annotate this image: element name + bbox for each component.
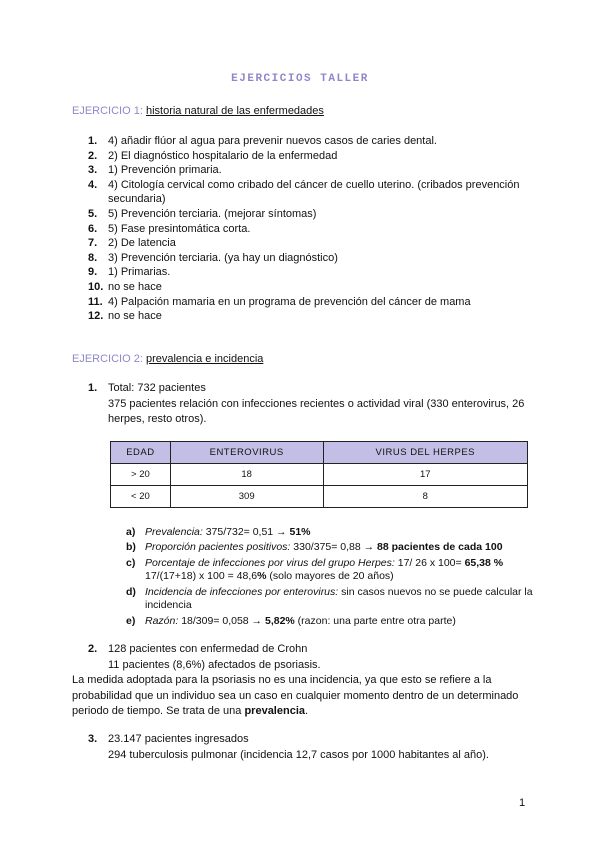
answer-letter: d) (126, 585, 136, 598)
list-item-number: 11. (88, 295, 103, 308)
answer-result: 65,38 % (464, 556, 504, 569)
list-item-text: no se hace (108, 280, 162, 293)
table-row (111, 464, 528, 486)
answer-note: (solo mayores de 20 años) (266, 570, 394, 583)
list-item-text: 4) Citología cervical como cribado del cáncer de cuello uterino. (cribados prevención secundaria) (108, 178, 520, 206)
list-item (88, 222, 528, 237)
list-item (88, 280, 528, 295)
table-header-cell: EDAD (111, 442, 171, 464)
answer-label: Razón: (145, 614, 179, 627)
list-item-number: 8. (88, 251, 98, 264)
answer-text: sin casos nuevos no se puede calcular la incidencia (145, 585, 533, 612)
answer-letter: e) (126, 614, 136, 627)
question-2-line-2: 11 pacientes (8,6%) afectados de psoriasis. (108, 658, 321, 671)
paragraph-text: La medida adoptada para la psoriasis no es una incidencia, ya que esto se refiere a la probabilidad que un individuo sea un caso en cualquier momento dentro de un determinado periodo de tiempo. Se trata de una (72, 674, 519, 717)
answer-text-line-2: 17/(17+18) x 100 = 48,6 (145, 570, 258, 583)
table-cell: < 20 (111, 486, 171, 508)
list-item-text: 2) De latencia (108, 237, 176, 250)
table-row (111, 486, 528, 508)
list-item-number: 1. (88, 135, 98, 147)
answer-letter: c) (126, 556, 136, 569)
list-item-number: 12. (88, 310, 104, 323)
answer-label: Incidencia de infecciones por enterovirus: (145, 585, 339, 598)
list-item (88, 265, 528, 280)
list-item-text: no se hace (108, 310, 162, 323)
list-item-number: 9. (88, 266, 98, 279)
page-number: 1 (519, 797, 526, 809)
table-cell: > 20 (111, 464, 171, 486)
question-2 (88, 642, 528, 673)
data-table (110, 441, 528, 508)
list-item-text: 5) Fase presintomática corta. (108, 222, 251, 235)
list-item (88, 163, 528, 178)
question-1-line-1: Total: 732 pacientes (108, 382, 206, 394)
answer-b (126, 541, 536, 555)
list-item (88, 295, 528, 310)
question-3-line-2: 294 tuberculosis pulmonar (incidencia 12,7 casos por 1000 habitantes al año). (108, 748, 489, 761)
list-item-text: 4) añadir flúor al agua para prevenir nuevos casos de caries dental. (108, 135, 437, 147)
exercise-2-heading (72, 353, 263, 365)
answer-letter: b) (126, 541, 136, 554)
list-item-number: 3. (88, 164, 98, 177)
answer-e (126, 615, 536, 629)
list-item-number: 7. (88, 237, 98, 250)
list-item-text: 3) Prevención terciaria. (ya hay un diagnóstico) (108, 251, 338, 264)
table-header-row (111, 442, 528, 464)
table-cell: 18 (170, 464, 323, 486)
answer-text: 375/732= 0,51 → (202, 526, 290, 538)
answer-label: Prevalencia: (145, 526, 203, 538)
answer-a (126, 526, 536, 540)
answer-result: 51% (289, 526, 311, 538)
question-1 (88, 381, 528, 428)
answer-text: 17/ 26 x 100= (394, 556, 465, 569)
answer-text: 330/375= 0,88 → (290, 541, 378, 554)
list-item-text: 5) Prevención terciaria. (mejorar síntomas) (108, 207, 317, 220)
exercise-1-list (88, 134, 528, 324)
answer-c (126, 557, 536, 584)
list-item-number: 2. (88, 149, 98, 162)
answer-percent: % (257, 570, 267, 583)
answer-d (126, 586, 536, 613)
answer-label: Proporción pacientes positivos: (145, 541, 291, 554)
list-item-number: 5. (88, 207, 98, 220)
question-2-number: 2. (88, 643, 98, 655)
paragraph-end: . (305, 705, 309, 717)
exercise-2-label: EJERCICIO 2: (72, 353, 143, 365)
answer-letter: a) (126, 526, 136, 538)
list-item-text: 4) Palpación mamaria en un programa de prevención del cáncer de mama (108, 295, 471, 308)
table-cell: 17 (323, 464, 527, 486)
table-header-cell: VIRUS DEL HERPES (323, 442, 527, 464)
question-1-number: 1. (88, 382, 98, 394)
list-item-text: 1) Primarias. (108, 266, 171, 279)
question-2-line-1: 128 pacientes con enfermedad de Crohn (108, 643, 308, 655)
list-item (88, 251, 528, 266)
question-2-paragraph (72, 673, 528, 720)
question-1-line-2: 375 pacientes relación con infecciones recientes o actividad viral (330 enterovirus, 26 herpes, resto otros). (108, 397, 525, 425)
paragraph-emphasis: prevalencia (244, 705, 305, 717)
question-3-line-1: 23.147 pacientes ingresados (108, 733, 249, 745)
table-cell: 8 (323, 486, 527, 508)
list-item (88, 178, 528, 207)
list-item (88, 236, 528, 251)
answer-text: 18/309= 0,058 → (178, 614, 265, 627)
list-item (88, 149, 528, 164)
exercise-1-topic: historia natural de las enfermedades (145, 105, 324, 117)
list-item-text: 2) El diagnóstico hospitalario de la enfermedad (108, 149, 338, 162)
list-item-number: 6. (88, 222, 98, 235)
list-item-number: 10. (88, 280, 104, 293)
answers-list (126, 526, 536, 630)
page-title: EJERCICIOS TALLER (231, 73, 369, 85)
answer-label: Porcentaje de infecciones por virus del grupo Herpes: (145, 556, 395, 569)
table-cell: 309 (170, 486, 323, 508)
answer-result: 5,82% (264, 614, 295, 627)
exercise-2-topic: prevalencia e incidencia (145, 353, 264, 365)
answer-note: (razon: una parte entre otra parte) (294, 614, 456, 627)
table-header-cell: ENTEROVIRUS (170, 442, 323, 464)
exercise-1-label: EJERCICIO 1: (72, 105, 143, 117)
question-3-number: 3. (88, 733, 98, 745)
list-item (88, 134, 528, 149)
exercise-1-heading (72, 105, 324, 117)
list-item (88, 309, 528, 324)
list-item-number: 4. (88, 178, 98, 191)
list-item-text: 1) Prevención primaria. (108, 164, 222, 177)
list-item (88, 207, 528, 222)
answer-result: 88 pacientes de cada 100 (377, 541, 503, 554)
question-3 (88, 732, 528, 763)
